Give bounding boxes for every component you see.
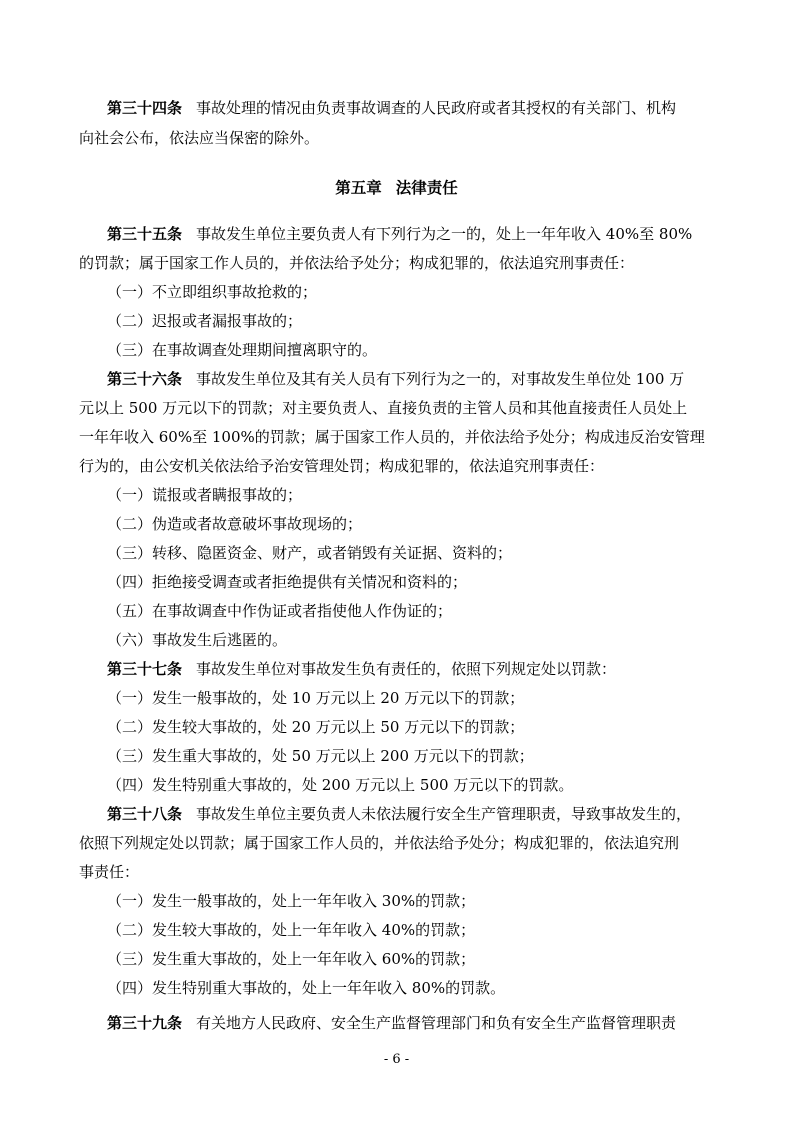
article-36-item: （三）转移、隐匿资金、财产，或者销毁有关证据、资料的； bbox=[107, 544, 513, 562]
article-39-number: 第三十九条 bbox=[107, 1014, 183, 1032]
article-35-item: （三）在事故调查处理期间擅离职守的。 bbox=[107, 341, 378, 359]
article-38-line-2: 依照下列规定处以罚款；属于国家工作人员的，并依法给予处分；构成犯罪的，依法追究刑 bbox=[79, 834, 680, 852]
article-38-item: （三）发生重大事故的，处上一年年收入 60%的罚款； bbox=[107, 950, 476, 968]
article-36-line-2: 元以上 500 万元以下的罚款；对主要负责人、直接负责的主管人员和其他直接责任人员处上 bbox=[79, 399, 688, 417]
article-38-line-3: 事责任： bbox=[79, 863, 140, 881]
article-36-line-4: 行为的，由公安机关依法给予治安管理处罚；构成犯罪的，依法追究刑事责任： bbox=[79, 457, 605, 475]
article-39-line-1 bbox=[107, 1013, 676, 1033]
article-36-item: （四）拒绝接受调查或者拒绝提供有关情况和资料的； bbox=[107, 573, 468, 591]
article-35-text-1: 事故发生单位主要负责人有下列行为之一的，处上一年年收入 40%至 80% bbox=[196, 225, 693, 243]
article-37-text-1: 事故发生单位对事故发生负有责任的，依照下列规定处以罚款： bbox=[196, 660, 617, 678]
article-39-text-1: 有关地方人民政府、安全生产监督管理部门和负有安全生产监督管理职责 bbox=[196, 1014, 677, 1032]
article-36-line-1 bbox=[107, 369, 684, 389]
article-36-item: （五）在事故调查中作伪证或者指使他人作伪证的； bbox=[107, 602, 453, 620]
article-37-item: （一）发生一般事故的，处 10 万元以上 20 万元以下的罚款； bbox=[107, 689, 525, 707]
article-38-item: （二）发生较大事故的，处上一年年收入 40%的罚款； bbox=[107, 921, 476, 939]
article-34-line-2: 向社会公布，依法应当保密的除外。 bbox=[79, 129, 320, 147]
article-34-line-1 bbox=[107, 98, 676, 118]
article-36-item: （二）伪造或者故意破坏事故现场的； bbox=[107, 515, 363, 533]
article-35-number: 第三十五条 bbox=[107, 225, 183, 243]
article-35-item: （一）不立即组织事故抢救的； bbox=[107, 283, 318, 301]
chapter-title: 法律责任 bbox=[395, 178, 458, 197]
article-36-line-3: 一年年收入 60%至 100%的罚款；属于国家工作人员的，并依法给予处分；构成违反治安管理 bbox=[79, 428, 705, 446]
article-37-item: （四）发生特别重大事故的，处 200 万元以上 500 万元以下的罚款。 bbox=[107, 776, 574, 794]
article-37-line-1 bbox=[107, 659, 616, 679]
article-36-number: 第三十六条 bbox=[107, 370, 183, 388]
article-38-item: （四）发生特别重大事故的，处上一年年收入 80%的罚款。 bbox=[107, 979, 506, 997]
article-38-item: （一）发生一般事故的，处上一年年收入 30%的罚款； bbox=[107, 892, 476, 910]
article-34-text-1: 事故处理的情况由负责事故调查的人民政府或者其授权的有关部门、机构 bbox=[196, 99, 677, 117]
article-37-number: 第三十七条 bbox=[107, 660, 183, 678]
chapter-number: 第五章 bbox=[335, 178, 382, 197]
article-38-line-1 bbox=[107, 804, 691, 824]
chapter-heading bbox=[0, 178, 793, 198]
article-35-line-2: 的罚款；属于国家工作人员的，并依法给予处分；构成犯罪的，依法追究刑事责任： bbox=[79, 254, 635, 272]
article-38-text-1: 事故发生单位主要负责人未依法履行安全生产管理职责，导致事故发生的， bbox=[196, 805, 692, 823]
article-37-item: （二）发生较大事故的，处 20 万元以上 50 万元以下的罚款； bbox=[107, 718, 525, 736]
article-34-number: 第三十四条 bbox=[107, 99, 183, 117]
article-37-item: （三）发生重大事故的，处 50 万元以上 200 万元以下的罚款； bbox=[107, 747, 534, 765]
article-35-line-1 bbox=[107, 224, 692, 244]
article-35-item: （二）迟报或者漏报事故的； bbox=[107, 312, 303, 330]
article-36-item: （六）事故发生后逃匿的。 bbox=[107, 631, 288, 649]
article-38-number: 第三十八条 bbox=[107, 805, 183, 823]
article-36-text-1: 事故发生单位及其有关人员有下列行为之一的，对事故发生单位处 100 万 bbox=[196, 370, 685, 388]
article-36-item: （一）谎报或者瞒报事故的； bbox=[107, 486, 303, 504]
page-number: - 6 - bbox=[383, 1052, 410, 1067]
